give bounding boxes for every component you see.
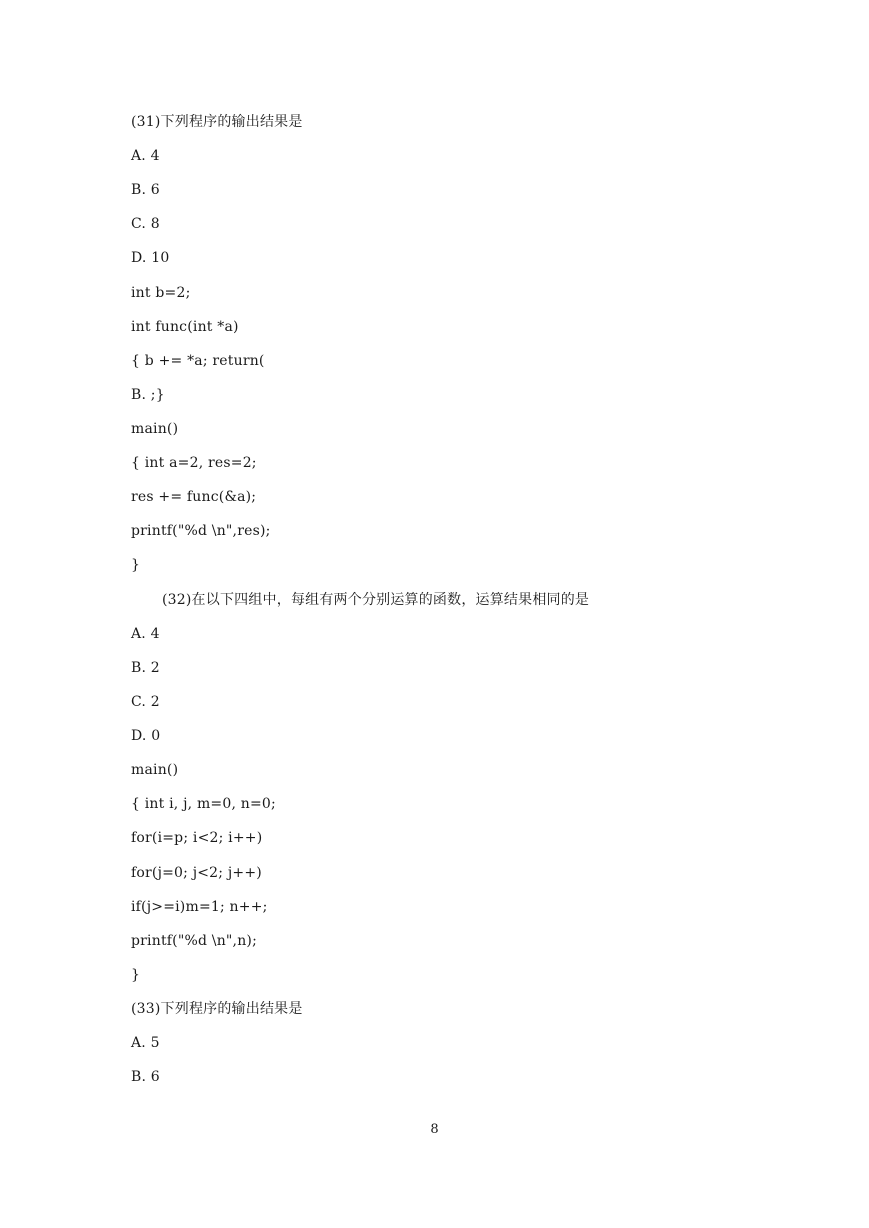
code-line: { b += *a; return( <box>131 353 265 369</box>
code-line: int b=2; <box>131 285 191 301</box>
option-b: B. 6 <box>131 1069 160 1085</box>
code-line: main() <box>131 762 179 778</box>
code-line: int func(int *a) <box>131 319 239 335</box>
code-line: printf("%d \n",n); <box>131 933 257 949</box>
code-line: B. ;} <box>131 387 165 403</box>
code-line: main() <box>131 421 179 437</box>
code-line: } <box>131 557 141 573</box>
code-line: { int a=2, res=2; <box>131 455 257 471</box>
option-d: D. 0 <box>131 728 161 744</box>
option-b: B. 2 <box>131 660 160 676</box>
option-a: A. 5 <box>131 1035 160 1051</box>
code-line: for(j=0; j<2; j++) <box>131 865 262 881</box>
code-line: printf("%d \n",res); <box>131 523 271 539</box>
option-d: D. 10 <box>131 250 170 266</box>
option-a: A. 4 <box>131 626 160 642</box>
option-c: C. 2 <box>131 694 160 710</box>
code-line: { int i, j, m=0, n=0; <box>131 796 276 812</box>
question-32-title: (32)在以下四组中，每组有两个分别运算的函数，运算结果相同的是 <box>162 592 590 608</box>
question-31-title: (31)下列程序的输出结果是 <box>131 114 303 130</box>
option-b: B. 6 <box>131 182 160 198</box>
code-line: for(i=p; i<2; i++) <box>131 830 263 846</box>
page-number: 8 <box>430 1122 439 1137</box>
code-line: if(j>=i)m=1; n++; <box>131 899 268 915</box>
code-line: } <box>131 967 141 983</box>
option-a: A. 4 <box>131 148 160 164</box>
code-line: res += func(&a); <box>131 489 257 505</box>
option-c: C. 8 <box>131 216 160 232</box>
question-33-title: (33)下列程序的输出结果是 <box>131 1001 303 1017</box>
